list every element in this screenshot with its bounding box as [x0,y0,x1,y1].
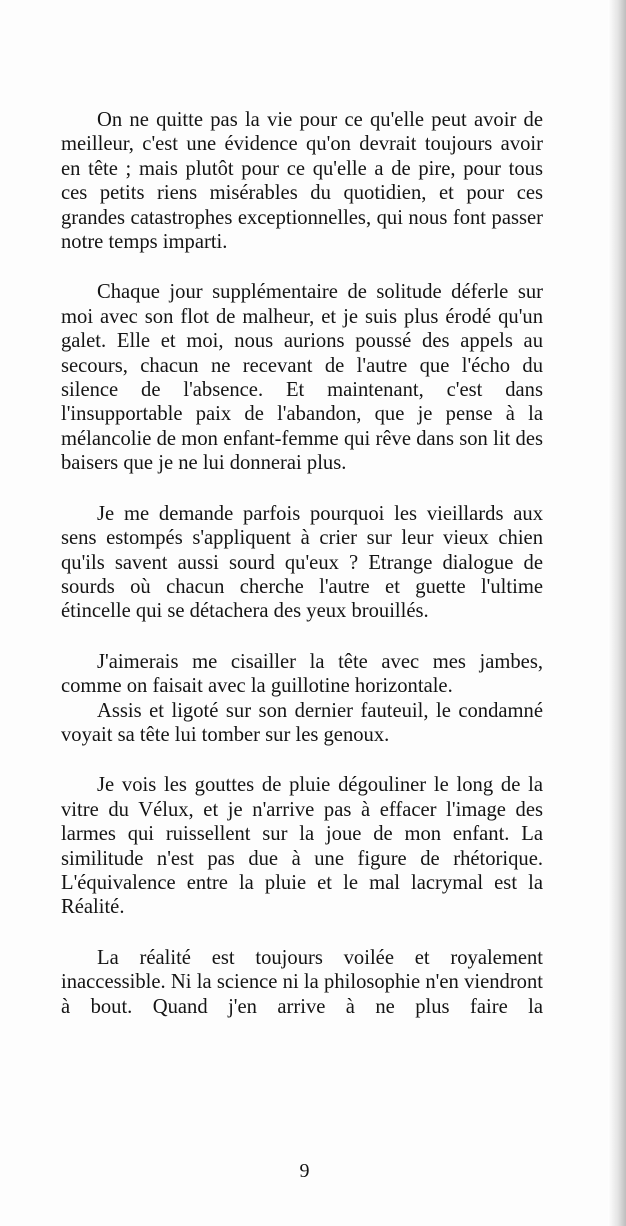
paragraph-3: Je me demande parfois pourquoi les vieillards aux sens estompés s'appliquent à crier sur leur vieux chien qu'ils savent aussi sourd qu'eux ? Etrange dialogue de sourds où chacun cherche l'autre et guette l'ultime étincelle qui se détachera des yeux brouillés. [61,502,543,623]
paragraph-2: Chaque jour supplémentaire de solitude déferle sur moi avec son flot de malheur, et je suis plus érodé qu'un galet. Elle et moi, nous aurions poussé des appels au secours, chacun ne recevant de l'autre que l'écho du silence de l'absence. Et maintenant, c'est dans l'insupportable paix de l'abandon, que je pense à la mélancolie de mon enfant-femme qui rêve dans son lit des baisers que je ne lui donnerai plus. [61,281,543,475]
paragraph-5: Assis et ligoté sur son dernier fauteuil, le condamné voyait sa tête lui tomber sur les genoux. [61,699,543,746]
body-text [61,108,543,1045]
paragraph-6: Je vois les gouttes de pluie dégouliner le long de la vitre du Vélux, et je n'arrive pas à effacer l'image des larmes qui ruissellent sur la joue de mon enfant. La similitude n'est pas due à une figure de rhétorique. L'équivalence entre la pluie et le mal lacrymal est la Réalité. [61,774,543,919]
paragraph-4: J'aimerais me cisailler la tête avec mes jambes, comme on faisait avec la guillotine horizontale. [61,650,543,698]
paragraph-1: On ne quitte pas la vie pour ce qu'elle peut avoir de meilleur, c'est une évidence qu'on devrait toujours avoir en tête ; mais plutôt pour ce qu'elle a de pire, pour tous ces petits riens misérables du quotidien, et pour ces grandes catastrophes exceptionnelles, qui nous font passer notre temps imparti. [61,109,543,254]
paragraph-7: La réalité est toujours voilée et royalement inaccessible. Ni la science ni la philosophie n'en viendront à bout. Quand j'en arrive à ne plus faire la [61,946,543,1018]
page-spine-shadow [608,0,626,1226]
page-number: 9 [299,1160,310,1182]
